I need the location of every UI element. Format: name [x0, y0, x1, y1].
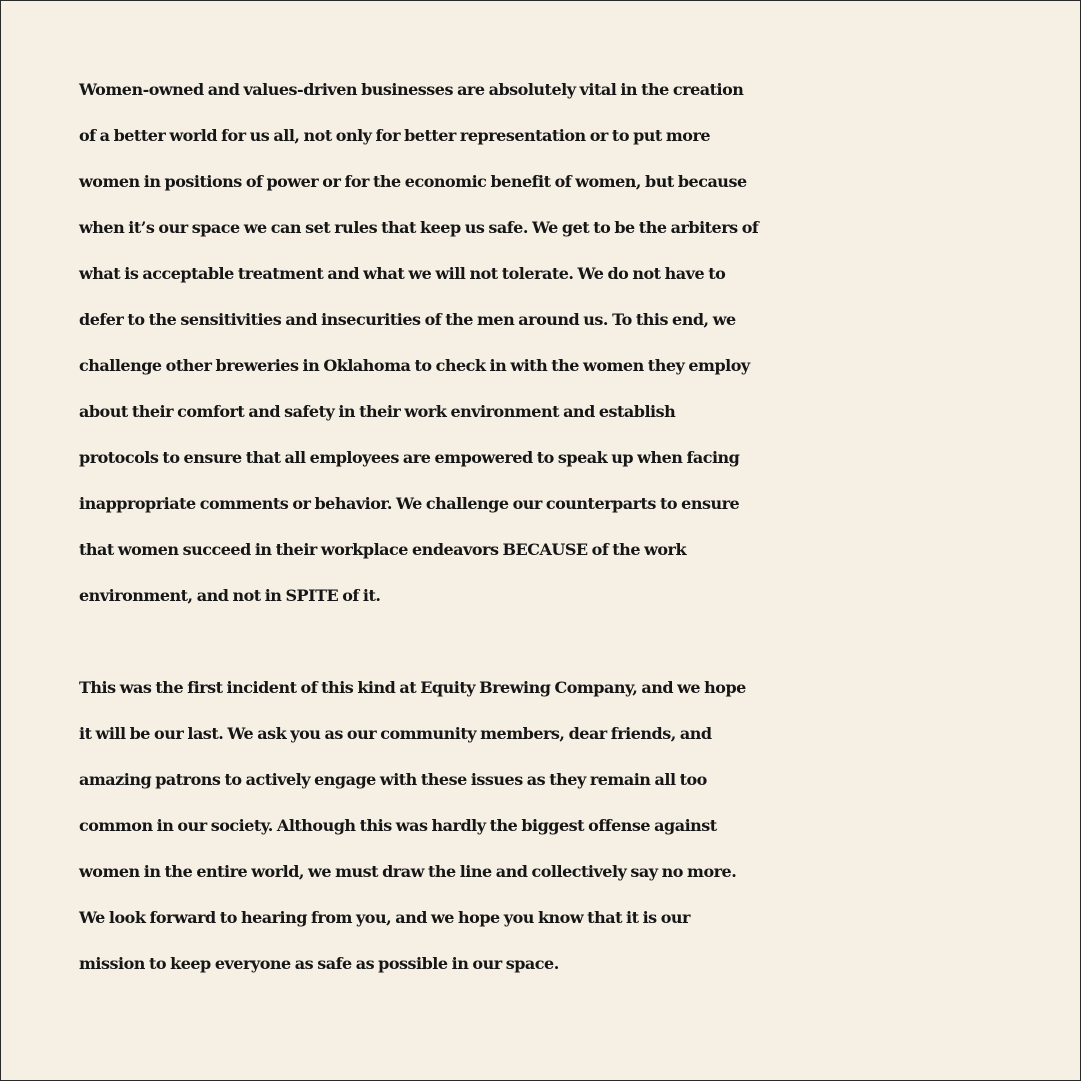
text-line: defer to the sensitivities and insecurities of the men around us. To this end, we — [79, 310, 736, 329]
paragraph-spacer — [79, 619, 1009, 665]
text-line: We look forward to hearing from you, and we hope you know that it is our — [79, 908, 690, 927]
statement-body — [79, 67, 1009, 987]
text-line: common in our society. Although this was hardly the biggest offense against — [79, 816, 717, 835]
text-line: mission to keep everyone as safe as possible in our space. — [79, 954, 559, 973]
text-line: Women-owned and values-driven businesses are absolutely vital in the creation — [79, 80, 744, 99]
text-line: what is acceptable treatment and what we will not tolerate. We do not have to — [79, 264, 726, 283]
text-line: women in positions of power or for the economic benefit of women, but because — [79, 172, 747, 191]
text-line: that women succeed in their workplace endeavors BECAUSE of the work — [79, 540, 687, 559]
text-line: protocols to ensure that all employees are empowered to speak up when facing — [79, 448, 740, 467]
text-line: of a better world for us all, not only for better representation or to put more — [79, 126, 711, 145]
text-line: challenge other breweries in Oklahoma to check in with the women they employ — [79, 356, 750, 375]
text-line: environment, and not in SPITE of it. — [79, 586, 381, 605]
text-line: women in the entire world, we must draw the line and collectively say no more. — [79, 862, 737, 881]
text-line: amazing patrons to actively engage with these issues as they remain all too — [79, 770, 707, 789]
text-line: inappropriate comments or behavior. We challenge our counterparts to ensure — [79, 494, 740, 513]
paragraph-1 — [79, 67, 1009, 619]
text-line: it will be our last. We ask you as our community members, dear friends, and — [79, 724, 712, 743]
paragraph-2 — [79, 665, 1009, 987]
text-line: This was the first incident of this kind at Equity Brewing Company, and we hope — [79, 678, 746, 697]
text-line: when it’s our space we can set rules that keep us safe. We get to be the arbiters of — [79, 218, 759, 237]
text-line: about their comfort and safety in their work environment and establish — [79, 402, 676, 421]
